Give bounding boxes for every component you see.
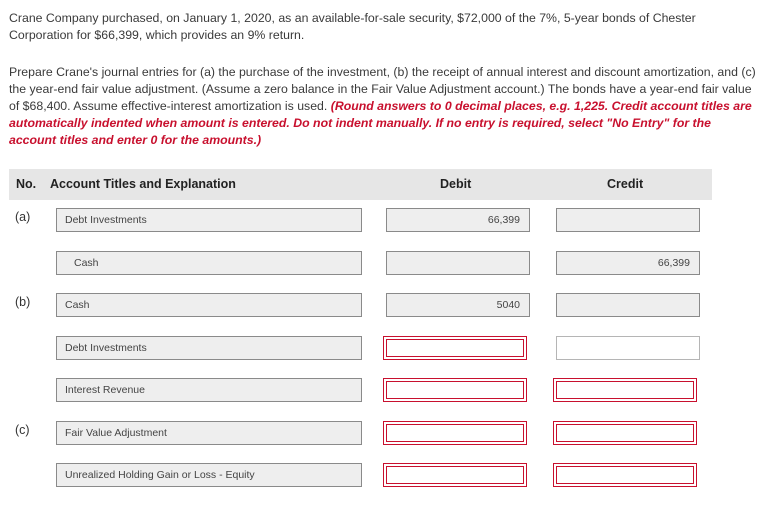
credit-amount-field[interactable] xyxy=(556,208,700,232)
account-title-field[interactable]: Debt Investments xyxy=(56,208,362,232)
header-credit: Credit xyxy=(607,177,644,191)
account-title-field[interactable]: Interest Revenue xyxy=(56,378,362,402)
debit-amount-field[interactable]: 66,399 xyxy=(386,208,530,232)
journal-table-header xyxy=(9,169,712,200)
debit-amount-field[interactable] xyxy=(383,336,527,360)
problem-instructions xyxy=(9,64,761,149)
credit-amount-field[interactable] xyxy=(553,463,697,487)
account-title-field[interactable]: Debt Investments xyxy=(56,336,362,360)
account-title-field[interactable]: Unrealized Holding Gain or Loss - Equity xyxy=(56,463,362,487)
rounding-instructions: (Round answers to 0 decimal places, e.g. 1,225. Credit account titles are automatically indented when amount is entered. Do not indent manually. If no entry is required, select "No Entry" for the account titles and enter 0 for the amounts.) xyxy=(9,99,752,147)
account-title-field[interactable]: Cash xyxy=(56,293,362,317)
problem-statement: Crane Company purchased, on January 1, 2020, as an available-for-sale security, $72,000 of the 7%, 5-year bonds of Chester Corporation for $66,399, which provides an 9% return. xyxy=(9,11,696,42)
header-no: No. xyxy=(16,177,37,191)
credit-amount-field[interactable] xyxy=(553,378,697,402)
debit-amount-field[interactable] xyxy=(383,463,527,487)
credit-amount-field[interactable] xyxy=(556,336,700,360)
credit-amount-field[interactable]: 66,399 xyxy=(556,251,700,275)
prepare-text: Prepare Crane's journal entries for (a) the purchase of the investment, (b) the receipt of annual interest and discount amortization, and (c) the year-end fair value adjustment. (Assume a zero balance in the Fair Value Adjustment account.) The bonds have a year-end fair value of $68,400. Assume effective-interest amortization is used. xyxy=(9,65,756,113)
debit-amount-field[interactable] xyxy=(383,378,527,402)
credit-amount-field[interactable] xyxy=(553,421,697,445)
credit-amount-field[interactable] xyxy=(556,293,700,317)
account-title-field[interactable]: Fair Value Adjustment xyxy=(56,421,362,445)
debit-amount-field[interactable]: 5040 xyxy=(386,293,530,317)
debit-amount-field[interactable] xyxy=(386,251,530,275)
header-account: Account Titles and Explanation xyxy=(50,177,236,191)
entry-label-c: (c) xyxy=(15,423,30,437)
entry-label-b: (b) xyxy=(15,295,31,309)
account-title-field[interactable]: Cash xyxy=(56,251,362,275)
entry-label-a: (a) xyxy=(15,210,31,224)
debit-amount-field[interactable] xyxy=(383,421,527,445)
header-debit: Debit xyxy=(440,177,472,191)
